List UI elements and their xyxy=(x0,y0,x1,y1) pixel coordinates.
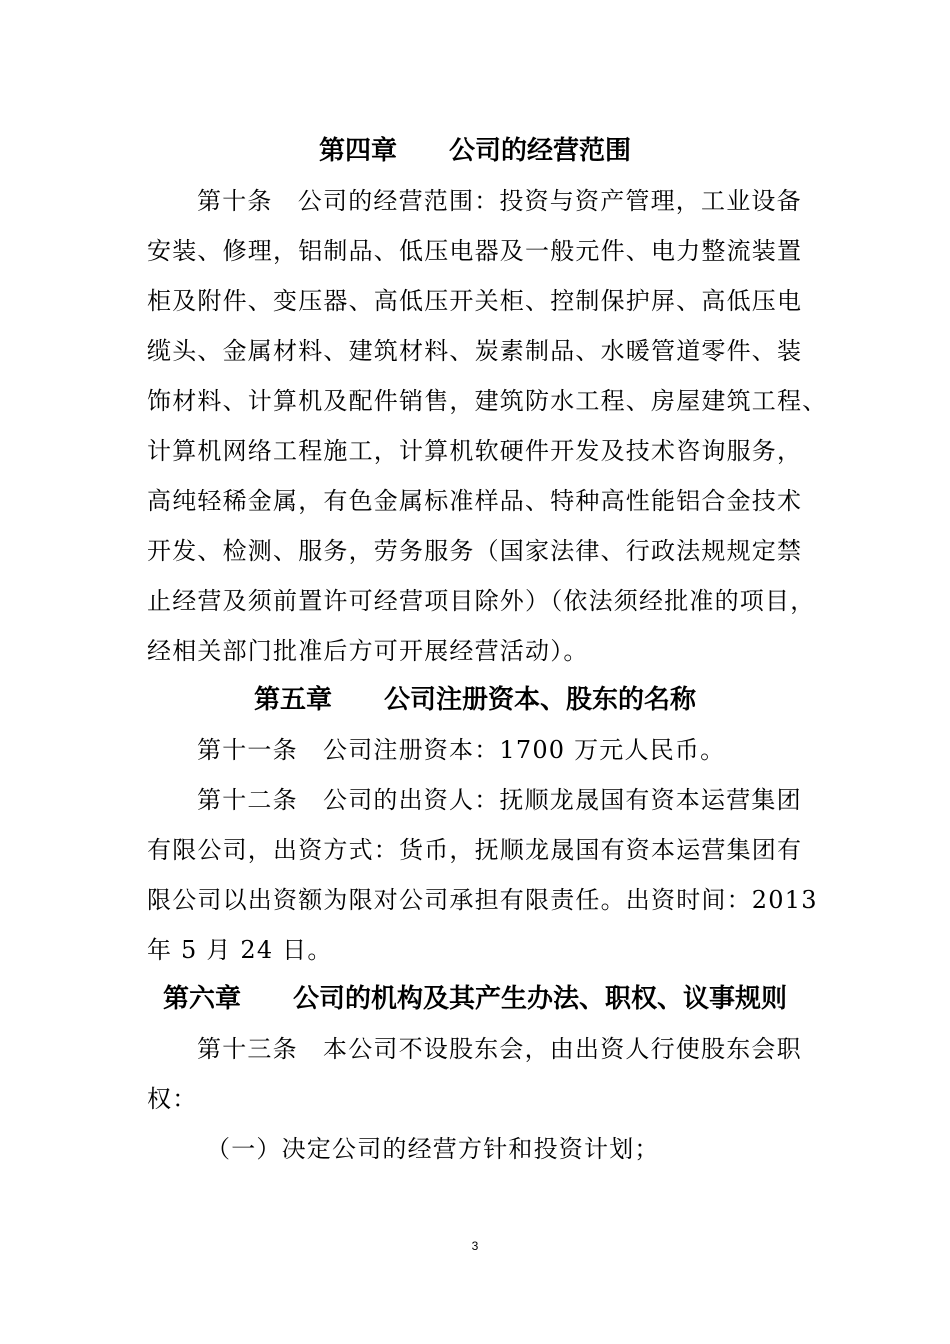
article-12-line: 限公司以出资额为限对公司承担有限责任。出资时间：2013 xyxy=(147,886,818,914)
list-item-1: （一）决定公司的经营方针和投资计划； xyxy=(206,1135,660,1163)
article-13-line: 权： xyxy=(147,1085,198,1113)
article-10-line: 缆头、金属材料、建筑材料、炭素制品、水暖管道零件、装 xyxy=(147,337,803,365)
article-12-line: 年 5 月 24 日。 xyxy=(147,936,333,964)
article-10-line: 柜及附件、变压器、高低压开关柜、控制保护屏、高低压电 xyxy=(147,287,803,315)
article-10-line: 饰材料、计算机及配件销售，建筑防水工程、房屋建筑工程、 xyxy=(147,387,828,415)
article-13-line: 第十三条 本公司不设股东会，由出资人行使股东会职 xyxy=(197,1035,802,1063)
article-10-line: 经相关部门批准后方可开展经营活动）。 xyxy=(147,637,589,665)
article-10-line: 计算机网络工程施工，计算机软硬件开发及技术咨询服务， xyxy=(147,437,803,465)
chapter-4-heading: 第四章 公司的经营范围 xyxy=(318,136,631,166)
chapter-5-heading: 第五章 公司注册资本、股东的名称 xyxy=(253,685,696,715)
chapter-6-heading: 第六章 公司的机构及其产生办法、职权、议事规则 xyxy=(162,984,787,1014)
article-10-line: 高纯轻稀金属，有色金属标准样品、特种高性能铝合金技术 xyxy=(147,487,803,515)
article-12-line: 第十二条 公司的出资人：抚顺龙晟国有资本运营集团 xyxy=(197,786,802,814)
article-11: 第十一条 公司注册资本：1700 万元人民币。 xyxy=(197,736,726,764)
page-number: 3 xyxy=(471,1239,479,1253)
article-10-line: 安装、修理，铝制品、低压电器及一般元件、电力整流装置 xyxy=(147,237,803,265)
article-10-line: 开发、检测、服务，劳务服务（国家法律、行政法规规定禁 xyxy=(147,537,803,565)
article-10-line: 止经营及须前置许可经营项目除外）（依法须经批准的项目， xyxy=(147,587,816,615)
article-10-line: 第十条 公司的经营范围：投资与资产管理，工业设备 xyxy=(197,187,802,215)
article-12-line: 有限公司，出资方式：货币，抚顺龙晟国有资本运营集团有 xyxy=(147,836,803,864)
